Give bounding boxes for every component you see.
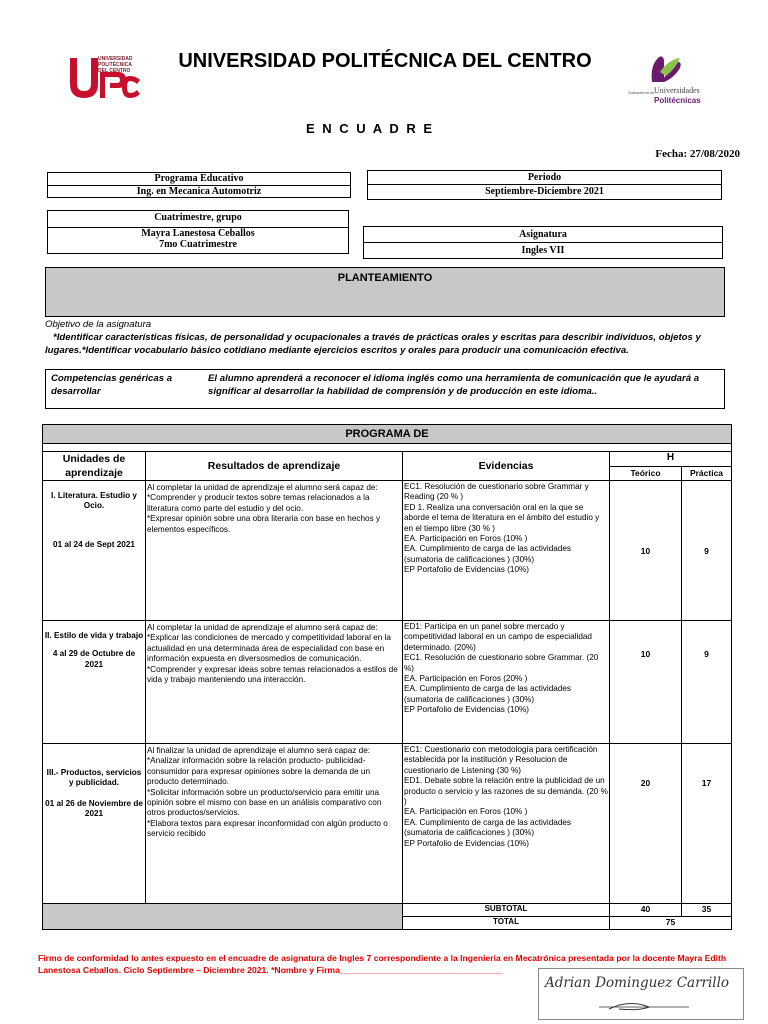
table-row: [43, 621, 732, 744]
logo-text-line: DEL CENTRO: [98, 68, 131, 74]
header-unidades: Unidades de aprendizaje: [43, 452, 146, 481]
practica-cell: 9: [682, 481, 732, 621]
table-row: [43, 481, 732, 621]
unidad-cell: [43, 621, 146, 744]
subtotal-practica: 35: [682, 904, 732, 917]
spacer-row: [43, 444, 732, 452]
university-name: UNIVERSIDAD POLITÉCNICA DEL CENTRO: [178, 50, 592, 72]
evidencia-line: EA. Participación en Foros (10% ): [404, 534, 528, 544]
header-evidencias: Evidencias: [403, 452, 610, 481]
resultado-line: Al finalizar la unidad de aprendizaje el alumno será capaz de:: [147, 746, 371, 755]
evidencia-line: EA. Cumplimiento de carga de las actividades (sumatoria de calificaciones ) (30%): [404, 817, 572, 838]
teorico-cell: 20: [610, 744, 682, 904]
resultado-line: *Expresar opinión sobre una obra literaria con base en hechos y elementos específicos.: [147, 514, 381, 534]
periodo-box: [367, 170, 722, 200]
resultados-cell: [146, 621, 403, 744]
resultado-line: *Explicar las condiciones de mercado y competitividad laboral en la actualidad en una determinada área de especialidad con base en información expuesta en diversosmedios de comunicación.: [147, 633, 391, 664]
polit-logo: [628, 52, 738, 112]
objetivo-text: *Identificar características físicas, de personalidad y ocupacionales a través de prácticas orales y escritas para describir individuos, objetos y lugares.*Identificar vocabulario básico cotidiano mediante ejercicios escritos y orales para producir una comunicación efectiva.: [45, 332, 701, 356]
upc-logo: [64, 50, 144, 110]
asignatura-box: [363, 226, 723, 259]
teorico-cell: 10: [610, 621, 682, 744]
programa-box: [47, 172, 351, 198]
conformidad-text: Firmo de conformidad lo antes expuesto en el encuadre de asignatura de Ingles 7 correspondiente a la Ingenieria en Mecatrónica presentada por la docente Mayra Edith Lanestosa Ceballos. Ciclo Septiembre – Diciembre 2021. *Nombre y Firma__________________________________: [38, 953, 727, 975]
programa-value: Ing. en Mecanica Automotriz: [48, 185, 350, 198]
evidencia-line: ED1. Debate sobre la relación entre la publicidad de un producto o servicio y las razones de su demanda. (20 % ): [404, 776, 608, 807]
unidad-name: III.- Productos, servicios y publicidad.: [46, 768, 142, 788]
total-value: 75: [610, 917, 732, 930]
competencias-text: El alumno aprenderá a reconocer el idioma inglés como una herramienta de comunicación que le ayudará a significar al desarrollar la habilidad de comprensión y de producción en este idioma..: [208, 373, 700, 397]
periodo-value: Septiembre-Diciembre 2021: [368, 184, 721, 198]
signature-box: [538, 968, 744, 1020]
programa-title: PROGRAMA DE: [43, 425, 732, 444]
page-title: E N C U A D R E: [306, 121, 434, 136]
periodo-label: Periodo: [527, 172, 562, 183]
unidad-name: II. Estilo de vida y trabajo: [44, 631, 144, 640]
logo-small-text: Subsistema de: [628, 90, 655, 95]
evidencia-line: EC1. Resolución de cuestionario sobre Grammar. (20 %): [404, 653, 599, 673]
asignatura-value: Ingles VII: [364, 242, 722, 258]
totals-filler: [43, 904, 403, 930]
unidad-dates: 4 al 29 de Octubre de 2021: [52, 649, 136, 669]
cuatrimestre-teacher: Mayra Lanestosa Ceballos: [48, 227, 348, 239]
evidencia-line: ED1: Participa en un panel sobre mercado y competitividad laboral en un campo de especialidad determinado. (20%): [404, 622, 592, 652]
total-label: TOTAL: [403, 917, 610, 930]
evidencia-line: EP Portafolio de Evidencias (10%): [404, 705, 530, 715]
header-resultados: Resultados de aprendizaje: [146, 452, 403, 481]
competencias-box: [45, 369, 725, 409]
header-teorico: Teórico: [610, 466, 682, 481]
unidad-cell: [43, 744, 146, 904]
evidencias-cell: [403, 481, 610, 621]
date-label: Fecha: 27/08/2020: [655, 148, 740, 160]
resultado-line: Al completar la unidad de aprendizaje el alumno será capaz de:: [147, 623, 378, 632]
resultados-cell: [146, 744, 403, 904]
evidencia-line: EC1: Cuestionario con metodología para certificación establecida por la institución y Resolucion de cuestionario de Listening (30 %): [404, 745, 598, 775]
resultado-line: *Comprender y producir textos sobre temas relacionados a la literatura como parte del estudio y del ocio.: [147, 493, 370, 513]
evidencia-line: EA. Participación en Foros (10% ): [404, 807, 528, 817]
evidencias-cell: [403, 744, 610, 904]
logo-politecnicas: Politécnicas: [654, 96, 701, 105]
unidad-dates: 01 al 26 de Noviembre de 2021: [45, 798, 143, 819]
cuatrimestre-value: 7mo Cuatrimestre: [159, 239, 237, 250]
evidencia-line: EC1. Resolución de cuestionario sobre Grammar y Reading (20 % ): [404, 482, 589, 502]
resultado-line: *Solicitar información sobre un producto/servicio para emitir una opinión sobre el mismo con base en un análisis comparativo con otros productos/servicios.: [147, 787, 382, 818]
objetivo-section: [45, 318, 725, 366]
practica-cell: 9: [682, 621, 732, 744]
resultado-line: Al completar la unidad de aprendizaje el alumno será capaz de:: [147, 483, 378, 492]
planteamiento-header: [45, 267, 725, 317]
signature: Adrian Dominguez Carrillo: [545, 975, 730, 991]
unidad-cell: [43, 481, 146, 621]
logo-universidades: Universidades: [654, 86, 700, 95]
unidad-name: I. Literatura. Estudio y Ocio.: [51, 491, 137, 511]
evidencia-line: EA. Cumplimiento de carga de las actividades (sumatoria de calificaciones ) (30%): [404, 544, 572, 564]
asignatura-label: Asignatura: [519, 229, 567, 240]
table-row: [43, 744, 732, 904]
logo-text-line: POLITÉCNICA: [98, 62, 132, 68]
cuatrimestre-box: [47, 210, 349, 254]
competencias-label: Competencias genéricas a desarrollar: [51, 373, 173, 397]
programa-table: [42, 424, 732, 930]
programa-label: Programa Educativo: [154, 173, 244, 184]
resultado-line: *Elabora textos para expresar inconformidad con algún producto o servicio recibido: [147, 818, 388, 839]
header-h: H: [610, 452, 732, 467]
subtotal-label: SUBTOTAL: [403, 904, 610, 917]
teorico-cell: 10: [610, 481, 682, 621]
resultados-cell: [146, 481, 403, 621]
evidencia-line: EP Portafolio de Evidencias (10%): [404, 838, 530, 848]
practica-cell: 17: [682, 744, 732, 904]
logo-text-line: UNIVERSIDAD: [98, 56, 133, 62]
evidencia-line: EA. Cumplimiento de carga de las actividades (sumatoria de calificaciones ) (30%): [404, 684, 572, 704]
planteamiento-title: PLANTEAMIENTO: [337, 272, 433, 284]
evidencias-cell: [403, 621, 610, 744]
objetivo-label: Objetivo de la asignatura: [45, 319, 152, 330]
header-practica: Práctica: [682, 466, 732, 481]
resultado-line: *Analizar información sobre la relación producto- publicidad-consumidor para expresar opiniones sobre la demanda de un producto determinado.: [147, 756, 371, 787]
evidencia-line: EP Portafolio de Evidencias (10%): [404, 565, 530, 575]
unidad-dates: 01 al 24 de Sept 2021: [53, 539, 135, 549]
evidencia-line: ED 1. Realiza una conversación oral en la que se aborde el tema de literatura en el ámbito del estudio y en el tiempo libre (30 % ): [404, 502, 600, 533]
evidencia-line: EA. Participación en Foros (20% ): [404, 674, 528, 684]
resultado-line: *Comprender y expresar ideas sobre temas relacionados a estilos de vida y trabajo manteniendo una interacción.: [147, 664, 398, 685]
subtotal-teorico: 40: [610, 904, 682, 917]
cuatrimestre-label: Cuatrimestre, grupo: [154, 212, 242, 223]
polit-logo-icon: [646, 52, 686, 86]
